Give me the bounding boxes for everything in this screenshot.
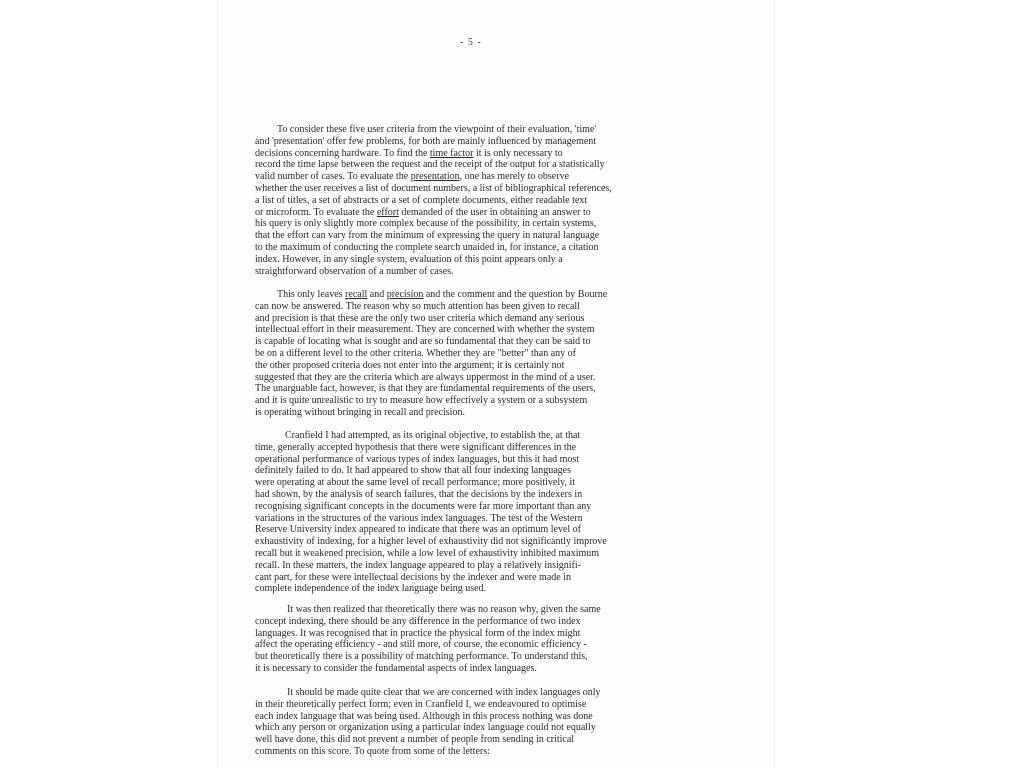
text-line: To consider these five user criteria from the viewpoint of their evaluation, 'time': [277, 124, 597, 135]
text-line: comments on this score. To quote from some of the letters:: [255, 745, 490, 757]
text-line: recall. In these matters, the index language appeared to play a relatively insignifi-: [255, 559, 581, 571]
text-line: that the effort can vary from the minimum of expressing the query in natural language: [255, 230, 600, 242]
text-line: variations in the structures of the various index languages. The test of the Western: [255, 512, 583, 524]
paragraph-index-languages: [255, 687, 715, 758]
text-line: or microform. To evaluate the effort demanded of the user in obtaining an answer to: [255, 206, 591, 218]
underlined-term: precision: [386, 289, 424, 300]
text-line: to the maximum of conducting the complete search unaided in, for instance, a citation: [255, 241, 599, 253]
underlined-term: recall: [345, 289, 368, 300]
underlined-term: presentation: [410, 171, 460, 183]
paragraph-cranfield-i: [255, 430, 715, 595]
underlined-term: time factor: [429, 147, 474, 159]
text-line: and precision is that these are the only two user criteria which demand any serious: [255, 312, 585, 324]
text-line: in their theoretically perfect form; even in Cranfield I, we endeavoured to optimise: [255, 698, 587, 710]
text-line: is capable of locating what is sought and are so fundamental that they can be said to: [255, 336, 591, 348]
paragraph-recall-precision: [255, 289, 715, 419]
text-line: but theoretically there is a possibility of matching performance. To understand this,: [255, 651, 588, 663]
text-line: index. However, in any single system, evaluation of this point appears only a: [255, 253, 563, 265]
text-line: valid number of cases. To evaluate the presentation, one has merely to observe: [255, 171, 570, 183]
text-line: well have done, this did not prevent a number of people from sending in critical: [255, 734, 575, 746]
text-line: be on a different level to the other criteria. Whether they are "better" than any of: [255, 347, 576, 359]
text-line: decisions concerning hardware. To find the time factor it is only necessary to: [255, 147, 563, 159]
text-line: recognising significant concepts in the documents were far more important than any: [255, 500, 592, 512]
text-line: Cranfield I had attempted, as its original objective, to establish the, at that: [285, 430, 581, 441]
text-line: were operating at about the same level of recall performance; more positively, it: [255, 477, 576, 489]
text-line: cant part, for these were intellectual decisions by the indexer and were made in: [255, 571, 571, 583]
text-line: definitely failed to do. It had appeared to show that all four indexing languages: [255, 465, 572, 477]
text-line: complete independence of the index language being used.: [255, 583, 487, 595]
text-line: his query is only slightly more complex because of the possibility, in certain systems,: [255, 218, 597, 230]
text-line: and 'presentation' offer few problems, for both are mainly influenced by management: [255, 135, 597, 147]
text-line: intellectual effort in their measurement. They are concerned with whether the system: [255, 324, 595, 336]
underlined-term: effort: [376, 206, 399, 218]
text-line: operational performance of various types of index languages, but this it had most: [255, 453, 580, 465]
text-line: It was then realized that theoretically there was no reason why, given the same: [287, 604, 601, 615]
text-line: affect the operating efficiency - and still more, of course, the economic efficiency -: [255, 639, 587, 651]
text-line: each index language that was being used. Although in this process nothing was done: [255, 710, 593, 722]
text-line: which any person or organization using a particular index language could not equally: [255, 722, 596, 734]
text-line: languages. It was recognised that in practice the physical form of the index might: [255, 627, 581, 639]
text-line: recall but it weakened precision, while a low level of exhaustivity inhibited maximum: [255, 547, 600, 559]
text-line: can now be answered. The reason why so much attention has been given to recall: [255, 300, 580, 312]
text-line: straightforward observation of a number of cases.: [255, 265, 454, 277]
text-line: Reserve University index appeared to indicate that there was an optimum level of: [255, 524, 582, 536]
paragraph-theoretical-indexing: [255, 604, 715, 675]
text-line: the other proposed criteria does not enter into the argument; it is certainly not: [255, 359, 565, 371]
text-line: a list of titles, a set of abstracts or a set of complete documents, either readable text: [255, 194, 588, 206]
text-line: is operating without bringing in recall and precision.: [255, 406, 465, 418]
text-line: it is necessary to consider the fundamental aspects of index languages.: [255, 662, 537, 674]
text-line: and it is quite unrealistic to try to measure how effectively a system or a subsystem: [255, 395, 588, 407]
text-line: exhaustivity of indexing, for a higher level of exhaustivity did not significantly improve: [255, 536, 607, 548]
text-line: record the time lapse between the request and the receipt of the output for a statistically: [255, 159, 605, 171]
text-line: whether the user receives a list of document numbers, a list of bibliographical references,: [255, 182, 612, 194]
paragraph-user-criteria-evaluation: [255, 124, 715, 277]
text-line: time, generally accepted hypothesis that there were significant differences in the: [255, 441, 577, 453]
text-line: concept indexing, there should be any difference in the performance of two index: [255, 615, 581, 627]
text-line: had shown, by the analysis of search failures, that the decisions by the indexers in: [255, 488, 583, 500]
text-line: suggested that they are the criteria which are always uppermost in the mind of a user.: [255, 371, 596, 383]
text-line: It should be made quite clear that we are concerned with index languages only: [287, 687, 601, 698]
page-number: - 5 -: [460, 37, 482, 48]
text-line: This only leaves recall and precision and the comment and the question by Bourne: [277, 289, 608, 300]
text-line: The unarguable fact, however, is that they are fundamental requirements of the users,: [255, 383, 596, 395]
